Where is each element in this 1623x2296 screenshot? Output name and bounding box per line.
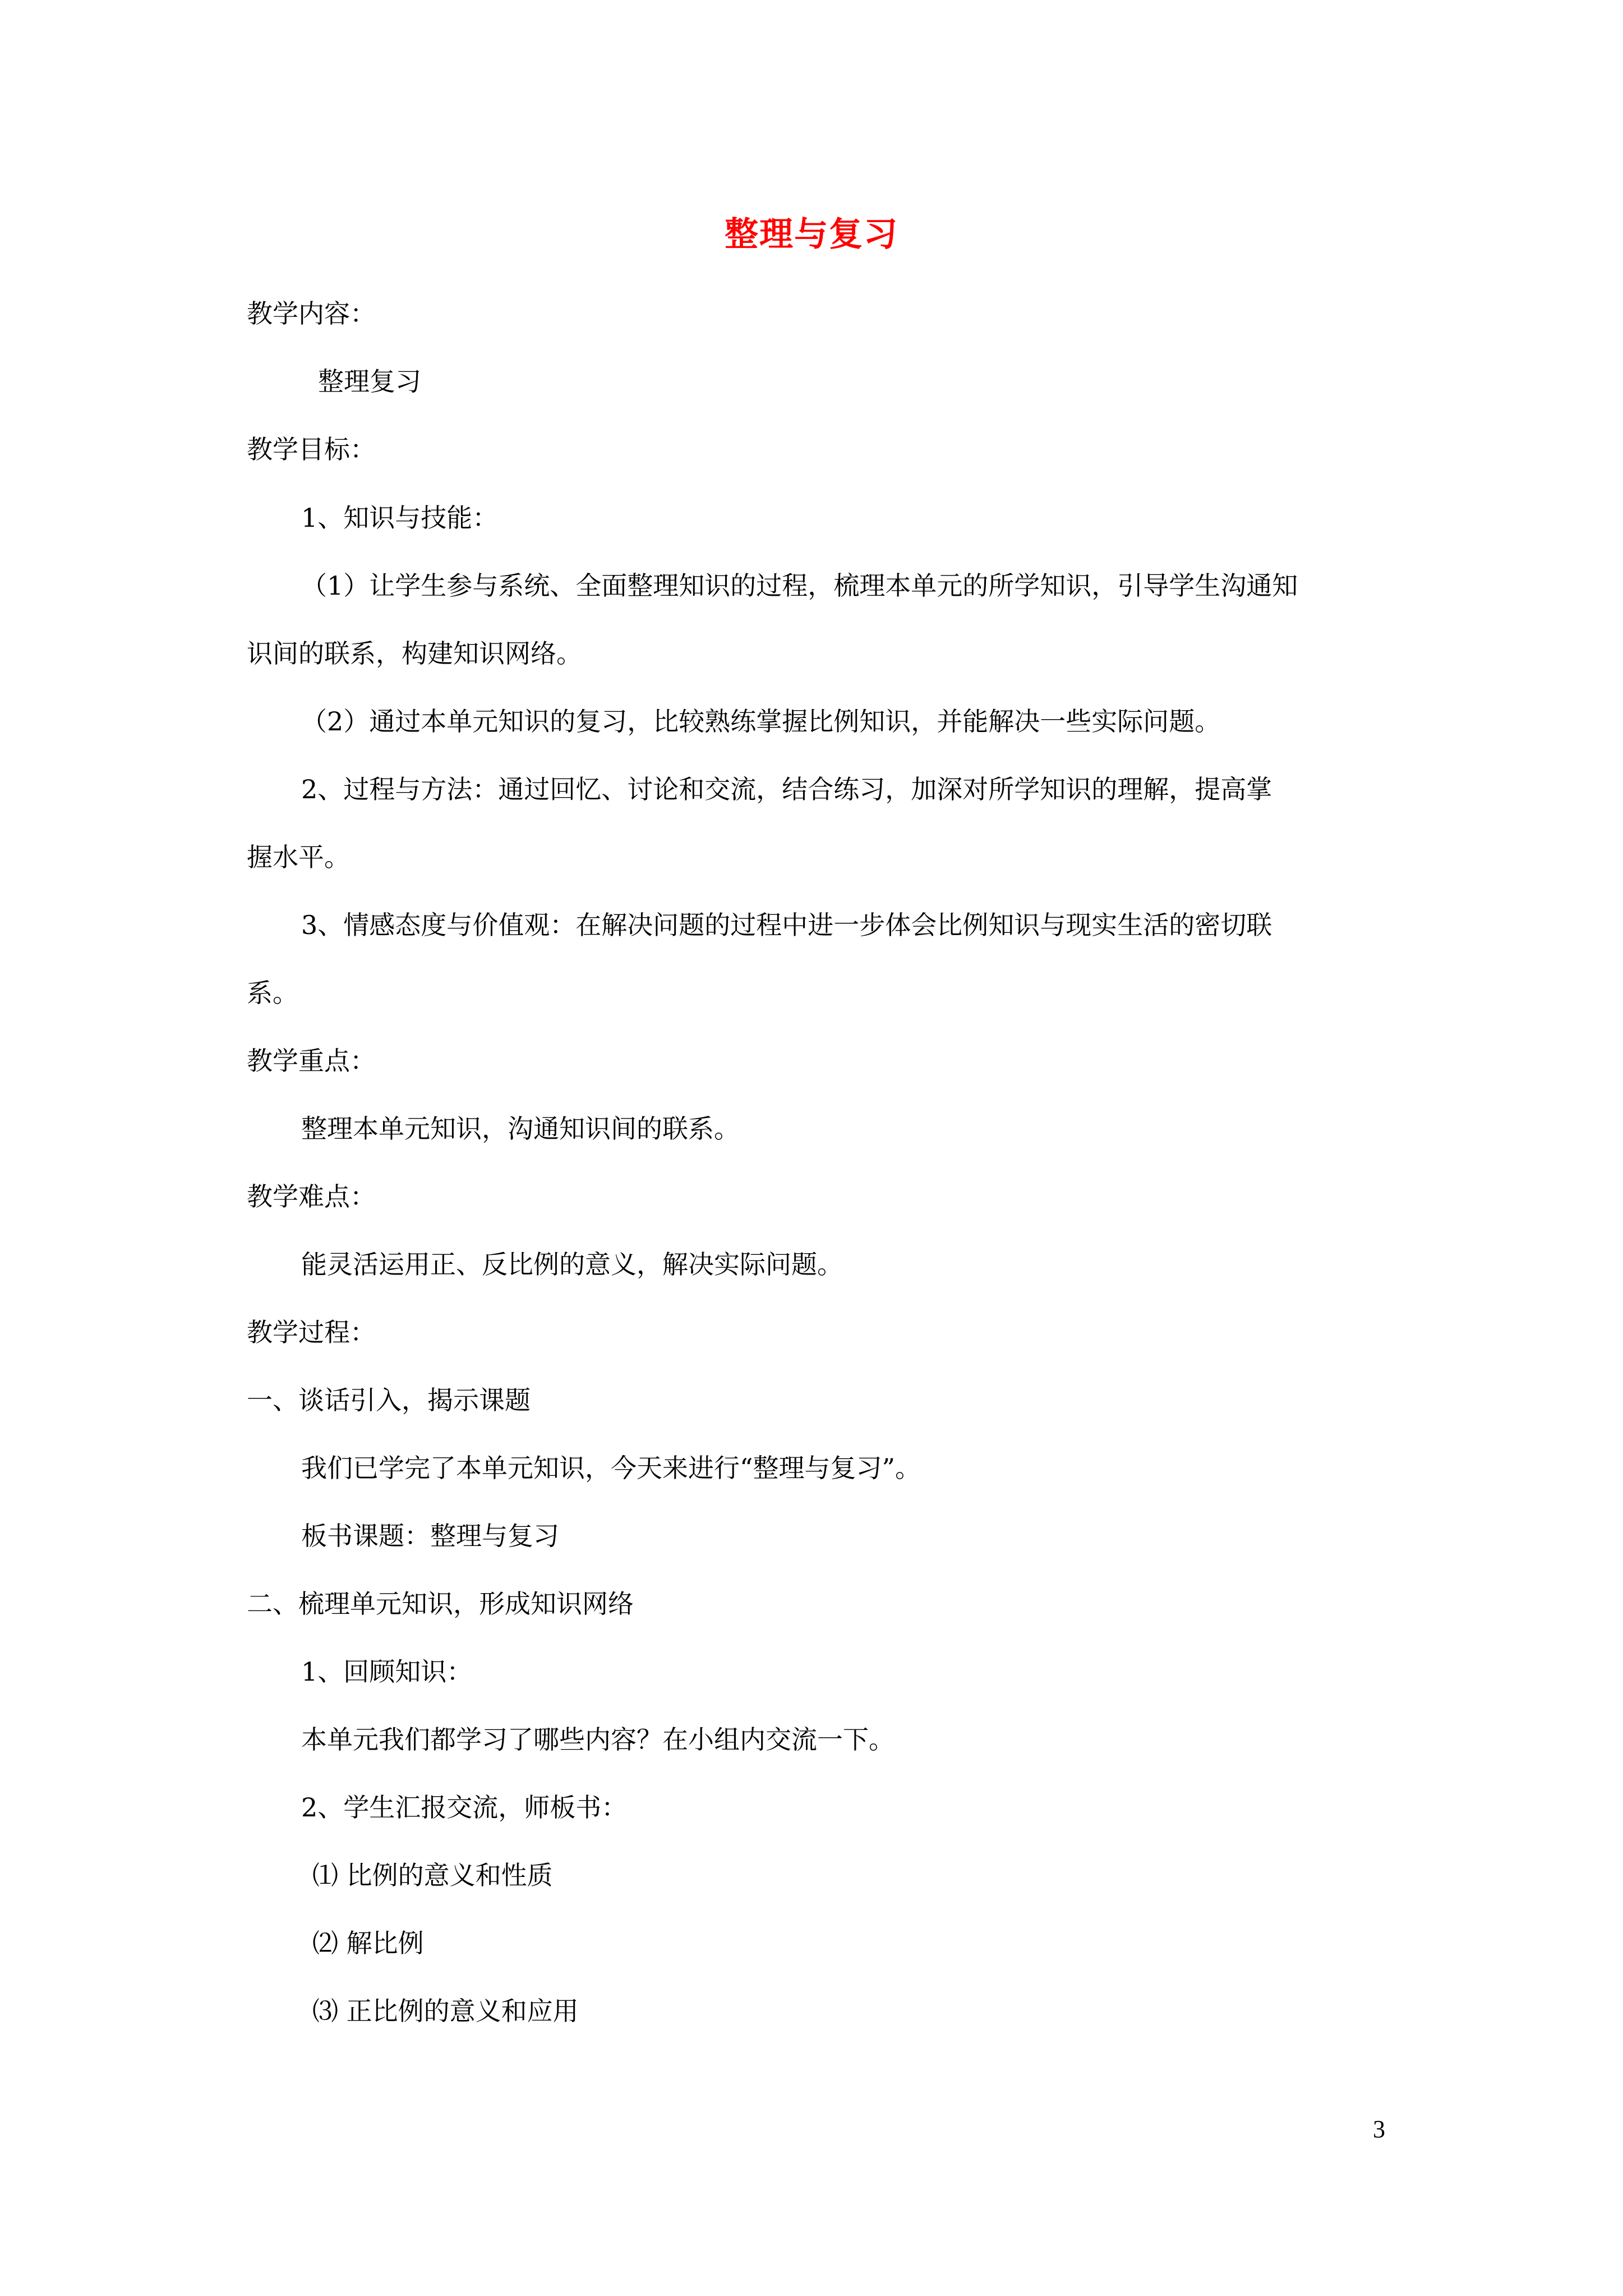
paragraph-line: 识间的联系，构建知识网络。 bbox=[247, 638, 582, 669]
paragraph-line: （2）通过本单元知识的复习，比较熟练掌握比例知识，并能解决一些实际问题。 bbox=[301, 706, 1221, 737]
section-heading-difficulties: 教学难点： bbox=[247, 1181, 376, 1212]
list-item: ⑵ 解比例 bbox=[312, 1928, 424, 1958]
step-heading: 二、梳理单元知识，形成知识网络 bbox=[247, 1589, 634, 1619]
step-heading: 一、谈话引入，揭示课题 bbox=[247, 1385, 531, 1415]
paragraph-line: 整理复习 bbox=[318, 366, 421, 397]
paragraph-line: 系。 bbox=[247, 978, 298, 1008]
paragraph-line: 2、学生汇报交流，师板书： bbox=[301, 1792, 628, 1823]
paragraph-line: 板书课题：整理与复习 bbox=[301, 1521, 559, 1551]
section-heading-process: 教学过程： bbox=[247, 1317, 376, 1347]
list-item: ⑴ 比例的意义和性质 bbox=[312, 1860, 553, 1890]
list-item: ⑶ 正比例的意义和应用 bbox=[312, 1996, 579, 2026]
paragraph-line: 3、情感态度与价值观：在解决问题的过程中进一步体会比例知识与现实生活的密切联 bbox=[301, 910, 1272, 940]
paragraph-line: 本单元我们都学习了哪些内容？在小组内交流一下。 bbox=[301, 1724, 895, 1755]
document-title: 整理与复习 bbox=[725, 215, 898, 254]
paragraph-line: 握水平。 bbox=[247, 842, 350, 872]
section-heading-key-points: 教学重点： bbox=[247, 1046, 376, 1076]
page-number: 3 bbox=[1373, 2115, 1385, 2143]
section-heading-content: 教学内容： bbox=[247, 298, 376, 329]
paragraph-line: （1）让学生参与系统、全面整理知识的过程，梳理本单元的所学知识，引导学生沟通知 bbox=[301, 570, 1298, 601]
paragraph-line: 我们已学完了本单元知识，今天来进行“整理与复习”。 bbox=[301, 1453, 921, 1483]
paragraph-line: 整理本单元知识，沟通知识间的联系。 bbox=[301, 1114, 740, 1144]
paragraph-line: 能灵活运用正、反比例的意义，解决实际问题。 bbox=[301, 1249, 843, 1280]
paragraph-line: 1、回顾知识： bbox=[301, 1657, 473, 1687]
paragraph-line: 1、知识与技能： bbox=[301, 503, 499, 533]
section-heading-objectives: 教学目标： bbox=[247, 434, 376, 464]
paragraph-line: 2、过程与方法：通过回忆、讨论和交流，结合练习，加深对所学知识的理解，提高掌 bbox=[301, 774, 1272, 804]
